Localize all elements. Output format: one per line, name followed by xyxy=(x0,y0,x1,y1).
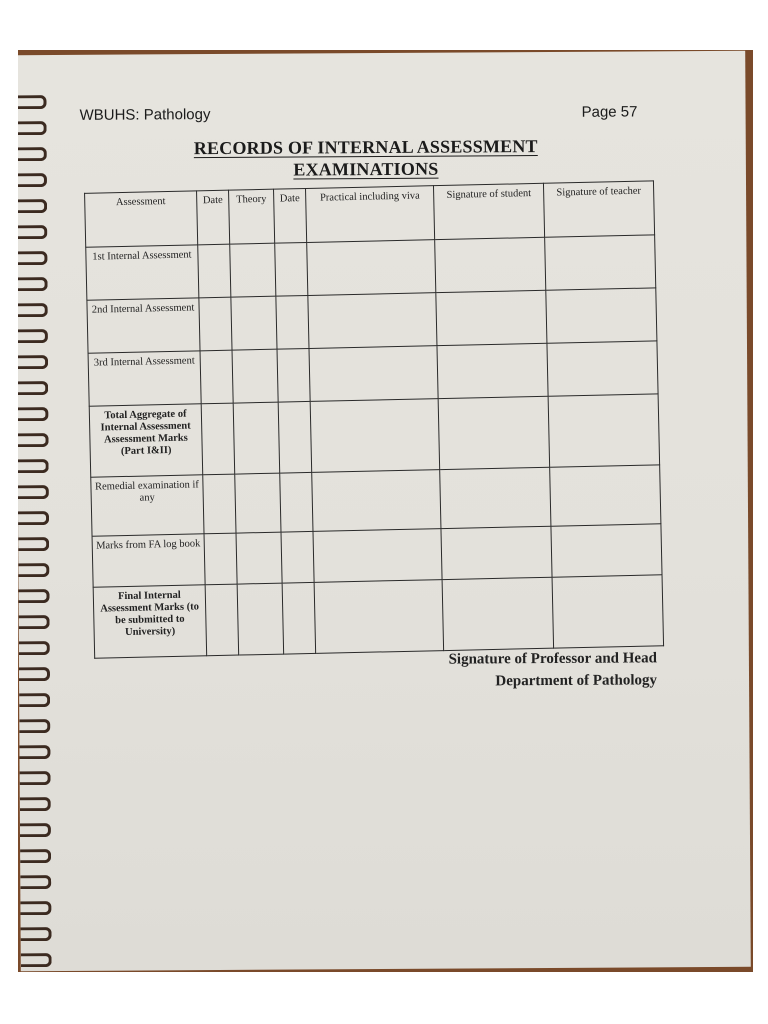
spiral-coil xyxy=(18,485,49,499)
empty-cell[interactable] xyxy=(441,526,552,579)
col-header: Date xyxy=(273,188,306,243)
spiral-coil xyxy=(18,173,47,187)
table-row xyxy=(89,394,659,477)
spiral-coil xyxy=(19,719,50,733)
spiral-coil xyxy=(18,95,47,109)
assessment-table xyxy=(84,180,664,658)
empty-cell[interactable] xyxy=(278,401,312,473)
row-label: Final Internal Assessment Marks (to be submitted to University) xyxy=(93,585,207,658)
spiral-coil xyxy=(20,875,51,889)
col-header: Signature of teacher xyxy=(544,181,655,237)
spiral-coil xyxy=(18,303,48,317)
document-photo xyxy=(18,50,753,972)
empty-cell[interactable] xyxy=(314,580,444,654)
empty-cell[interactable] xyxy=(548,394,659,467)
spiral-coil xyxy=(18,251,47,265)
empty-cell[interactable] xyxy=(236,532,282,584)
col-header: Theory xyxy=(229,189,275,244)
spiral-coil xyxy=(18,589,49,603)
empty-cell[interactable] xyxy=(550,465,661,526)
col-header: Date xyxy=(197,190,230,245)
empty-cell[interactable] xyxy=(281,531,314,583)
table-row xyxy=(93,575,663,658)
row-label: 3rd Internal Assessment xyxy=(88,351,201,406)
spiral-coil xyxy=(19,667,50,681)
empty-cell[interactable] xyxy=(203,474,236,534)
empty-cell[interactable] xyxy=(440,467,551,528)
col-header: Practical including viva xyxy=(306,186,435,243)
empty-cell[interactable] xyxy=(280,472,313,532)
empty-cell[interactable] xyxy=(545,235,656,290)
row-label: 2nd Internal Assessment xyxy=(87,298,200,353)
empty-cell[interactable] xyxy=(442,577,553,650)
empty-cell[interactable] xyxy=(313,529,442,583)
row-label: 1st Internal Assessment xyxy=(86,245,199,300)
spiral-coil xyxy=(19,641,50,655)
spiral-coil xyxy=(18,277,48,291)
spiral-coil xyxy=(18,381,48,395)
header-page-number: Page 57 xyxy=(581,103,638,121)
empty-cell[interactable] xyxy=(232,349,278,403)
empty-cell[interactable] xyxy=(200,350,233,404)
spiral-coil xyxy=(20,849,51,863)
empty-cell[interactable] xyxy=(199,297,232,351)
empty-cell[interactable] xyxy=(237,583,283,655)
empty-cell[interactable] xyxy=(438,396,549,469)
spiral-coil xyxy=(18,563,49,577)
row-label: Total Aggregate of Internal Assessment Assessment Marks (Part I&II) xyxy=(89,404,203,477)
empty-cell[interactable] xyxy=(307,240,436,296)
spiral-coil xyxy=(18,329,48,343)
spiral-coil xyxy=(19,745,50,759)
empty-cell[interactable] xyxy=(282,582,316,654)
spiral-coil xyxy=(18,537,49,551)
row-label: Marks from FA log book xyxy=(92,534,205,587)
spiral-coil xyxy=(19,693,50,707)
title-line-1: RECORDS OF INTERNAL ASSESSMENT xyxy=(193,136,538,159)
signature-block xyxy=(397,647,657,693)
title-line-2: EXAMINATIONS xyxy=(293,158,439,180)
empty-cell[interactable] xyxy=(233,402,279,474)
spiral-coil xyxy=(18,121,47,135)
page-title xyxy=(136,135,596,182)
row-label: Remedial examination if any xyxy=(91,475,204,536)
empty-cell[interactable] xyxy=(547,341,658,396)
header-course: WBUHS: Pathology xyxy=(79,106,211,124)
empty-cell[interactable] xyxy=(436,290,547,345)
empty-cell[interactable] xyxy=(435,237,546,292)
spiral-coil xyxy=(20,797,51,811)
spiral-coil xyxy=(21,953,52,967)
empty-cell[interactable] xyxy=(275,242,308,296)
spiral-coil xyxy=(20,901,51,915)
empty-cell[interactable] xyxy=(277,348,310,402)
empty-cell[interactable] xyxy=(276,295,309,349)
spiral-coil xyxy=(18,199,47,213)
empty-cell[interactable] xyxy=(204,533,237,585)
empty-cell[interactable] xyxy=(235,473,281,533)
empty-cell[interactable] xyxy=(551,524,662,577)
spiral-coil xyxy=(18,433,49,447)
empty-cell[interactable] xyxy=(552,575,663,648)
col-header: Assessment xyxy=(85,191,198,247)
spiral-coil xyxy=(19,615,50,629)
empty-cell[interactable] xyxy=(310,399,440,473)
signature-line-1: Signature of Professor and Head xyxy=(448,650,657,668)
spiral-coil xyxy=(18,147,47,161)
empty-cell[interactable] xyxy=(308,293,437,349)
spiral-binding xyxy=(18,95,61,972)
spiral-coil xyxy=(18,511,49,525)
empty-cell[interactable] xyxy=(201,403,235,475)
spiral-coil xyxy=(21,927,52,941)
empty-cell[interactable] xyxy=(230,243,276,297)
spiral-coil xyxy=(18,355,48,369)
spiral-coil xyxy=(20,771,51,785)
spiral-coil xyxy=(20,823,51,837)
empty-cell[interactable] xyxy=(198,244,231,298)
spiral-coil xyxy=(18,225,47,239)
empty-cell[interactable] xyxy=(309,346,438,402)
empty-cell[interactable] xyxy=(437,343,548,398)
spiral-coil xyxy=(18,459,49,473)
paper-page xyxy=(18,51,751,971)
empty-cell[interactable] xyxy=(231,296,277,350)
signature-line-2: Department of Pathology xyxy=(495,672,658,690)
empty-cell[interactable] xyxy=(205,584,239,656)
empty-cell[interactable] xyxy=(312,470,441,532)
spiral-coil xyxy=(18,407,48,421)
col-header: Signature of student xyxy=(434,183,545,239)
empty-cell[interactable] xyxy=(546,288,657,343)
